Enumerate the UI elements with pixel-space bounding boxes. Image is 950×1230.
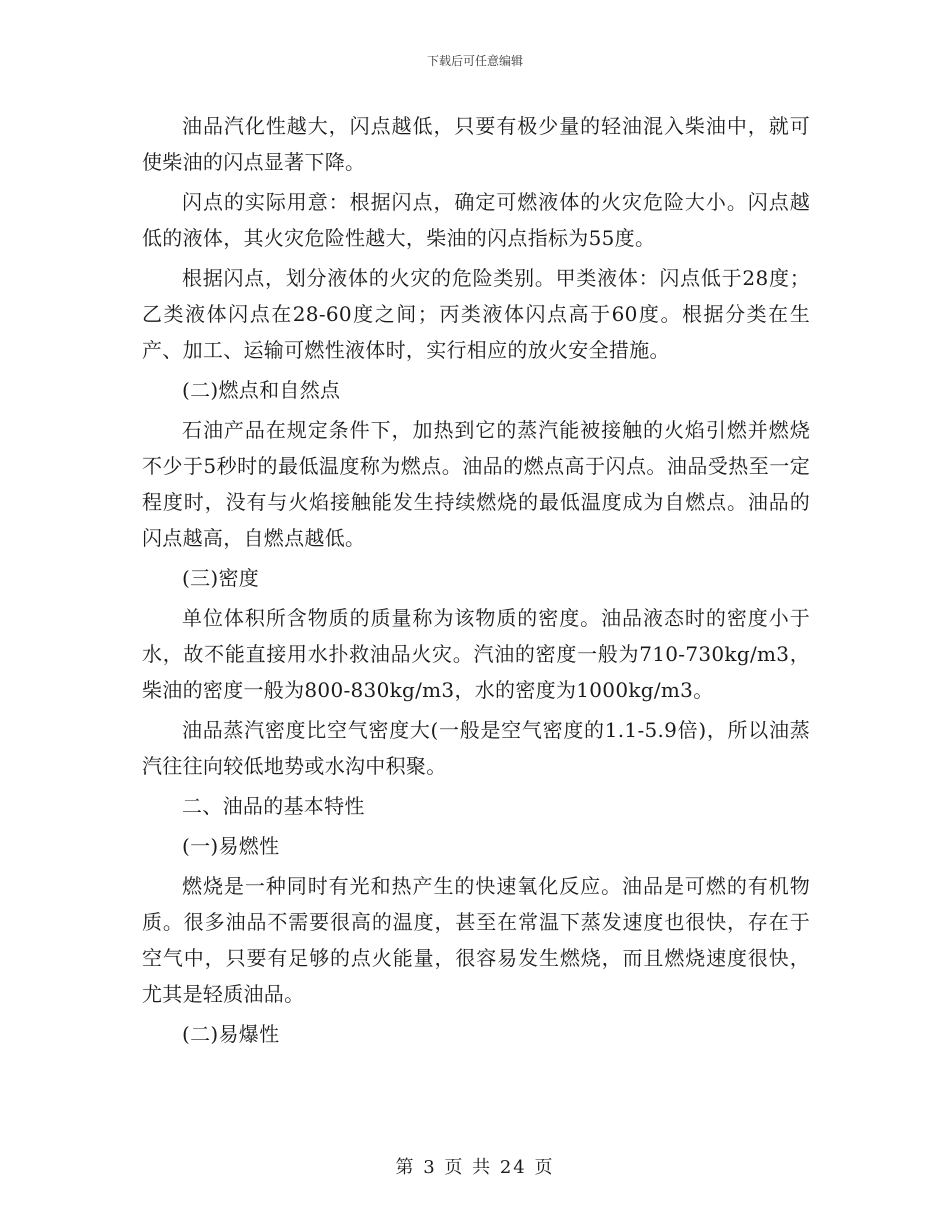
paragraph: 燃烧是一种同时有光和热产生的快速氧化反应。油品是可燃的有机物质。很多油品不需要很高的温度，甚至在常温下蒸发速度也很快，存在于空气中，只要有足够的点火能量，很容易发生燃烧，而且燃烧速度很快，尤其是轻质油品。 [142, 874, 810, 1006]
paragraph: 根据闪点，划分液体的火灾的危险类别。甲类液体：闪点低于28度；乙类液体闪点在28-60度之间；丙类液体闪点高于60度。根据分类在生产、加工、运输可燃性液体时，实行相应的放火安全措施。 [142, 266, 810, 362]
paragraph: 油品汽化性越大，闪点越低，只要有极少量的轻油混入柴油中，就可使柴油的闪点显著下降。 [142, 114, 810, 174]
paragraph: 闪点的实际用意：根据闪点，确定可燃液体的火灾危险大小。闪点越低的液体，其火灾危险性越大，柴油的闪点指标为55度。 [142, 190, 810, 250]
page-number: 第 3 页 共 24 页 [395, 1157, 555, 1178]
paragraph: 石油产品在规定条件下，加热到它的蒸汽能被接触的火焰引燃并燃烧不少于5秒时的最低温度称为燃点。油品的燃点高于闪点。油品受热至一定程度时，没有与火焰接触能发生持续燃烧的最低温度成为自燃点。油品的闪点越高，自燃点越低。 [142, 418, 810, 550]
document-body [142, 108, 810, 1056]
section-heading: (二)易爆性 [182, 1022, 280, 1046]
section-heading: (三)密度 [182, 566, 260, 590]
section-heading: 二、油品的基本特性 [182, 794, 365, 818]
page-header: 下载后可任意编辑 [426, 54, 523, 68]
section-heading: (一)易燃性 [182, 834, 280, 858]
section-heading: (二)燃点和自然点 [182, 378, 341, 402]
paragraph: 单位体积所含物质的质量称为该物质的密度。油品液态时的密度小于水，故不能直接用水扑救油品火灾。汽油的密度一般为710-730kg/m3，柴油的密度一般为800-830kg/m3，水的密度为1000kg/m3。 [142, 606, 810, 702]
paragraph: 油品蒸汽密度比空气密度大(一般是空气密度的1.1-5.9倍)，所以油蒸汽往往向较低地势或水沟中积聚。 [142, 718, 810, 778]
